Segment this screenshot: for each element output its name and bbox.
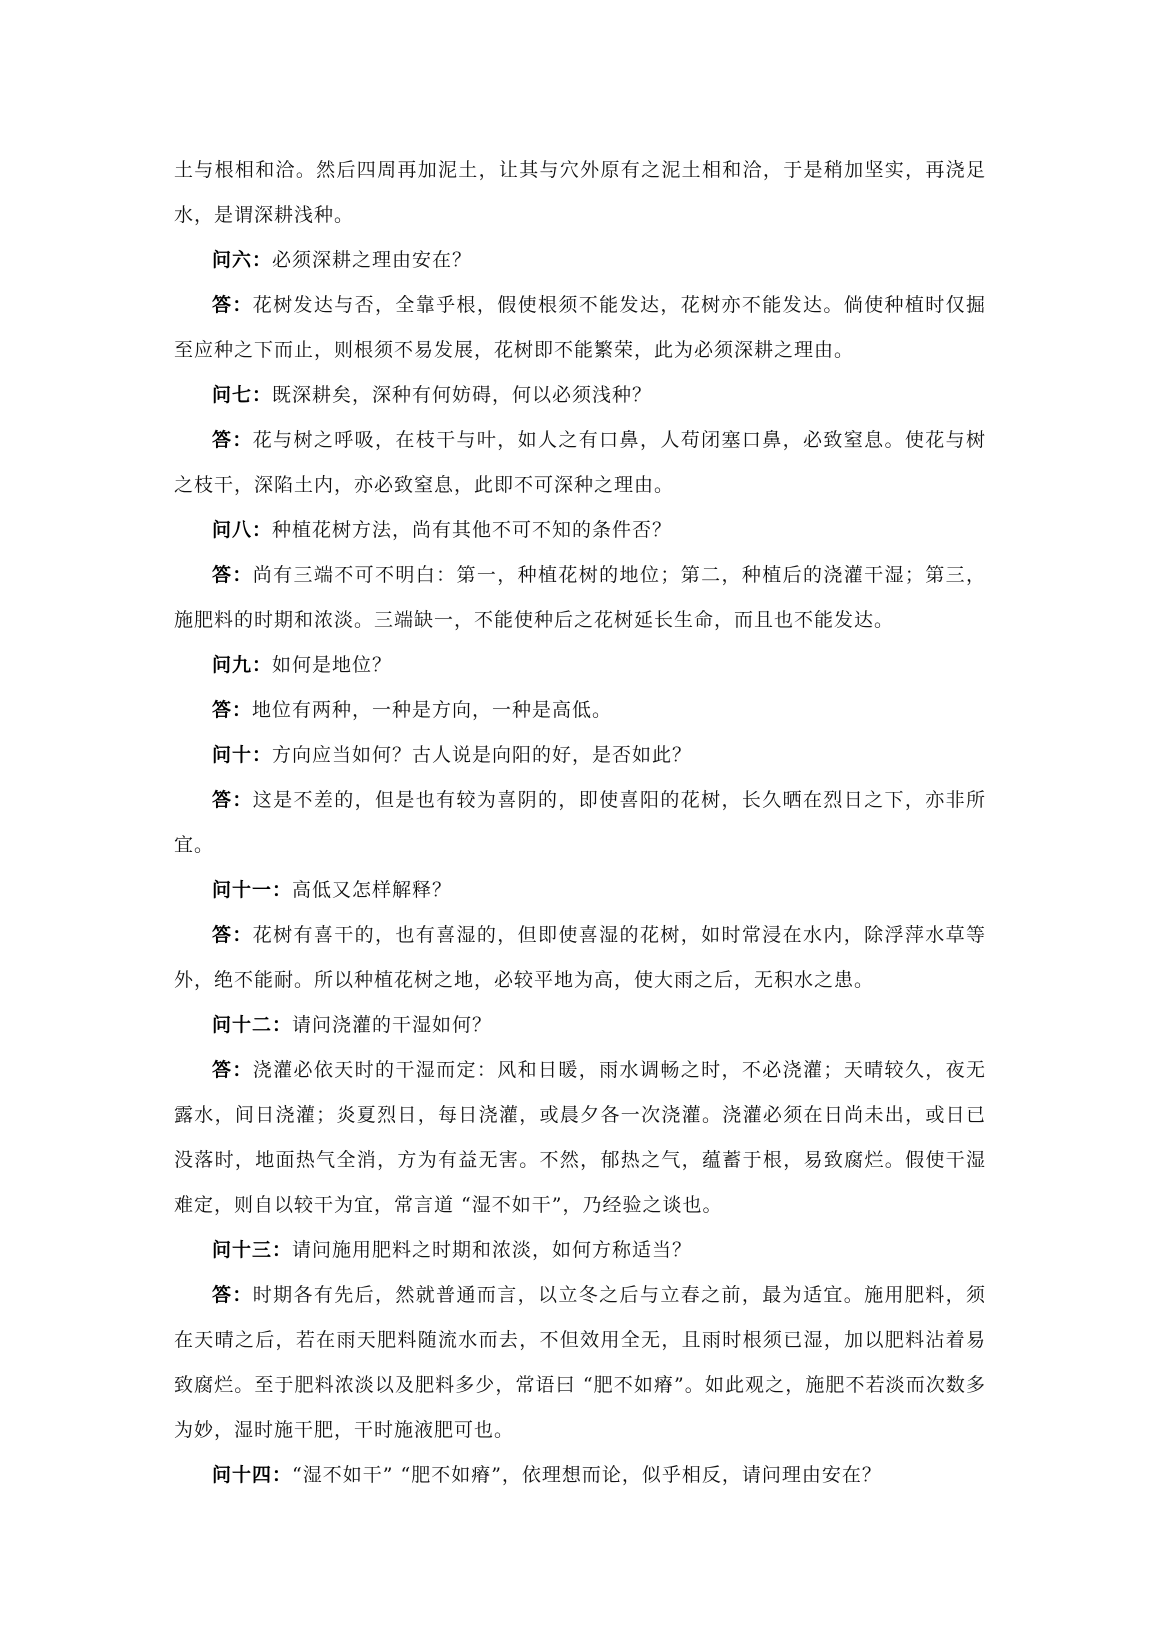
question-label: 问十四：	[212, 1464, 293, 1486]
question-label: 问十：	[212, 744, 273, 766]
question-text: 高低又怎样解释？	[292, 879, 453, 901]
answer-label: 答：	[212, 564, 253, 586]
question-10	[174, 733, 986, 778]
answer-text: 花树有喜干的，也有喜湿的，但即使喜湿的花树，如时常浸在水内，除浮萍水草等外，绝不能耐。所以种植花树之地，必较平地为高，使大雨之后，无积水之患。	[174, 924, 986, 991]
answer-9	[174, 688, 986, 733]
question-text: 请问施用肥料之时期和浓淡，如何方称适当？	[292, 1239, 693, 1261]
paragraph-continuation	[174, 148, 986, 238]
answer-text: 浇灌必依天时的干湿而定：风和日暖，雨水调畅之时，不必浇灌；天晴较久，夜无露水，间日浇灌；炎夏烈日，每日浇灌，或晨夕各一次浇灌。浇灌必须在日尚未出，或日已没落时，地面热气全消，方为有益无害。不然，郁热之气，蕴蓄于根，易致腐烂。假使干湿难定，则自以较干为宜，常言道 “湿不如干”，乃经验之谈也。	[174, 1059, 986, 1216]
text-body	[174, 148, 986, 1498]
question-text: 请问浇灌的干湿如何？	[292, 1014, 493, 1036]
question-label: 问七：	[212, 384, 273, 406]
answer-12	[174, 1048, 986, 1228]
question-14	[174, 1453, 986, 1498]
answer-text: 时期各有先后，然就普通而言，以立冬之后与立春之前，最为适宜。施用肥料，须在天晴之后，若在雨天肥料随流水而去，不但效用全无，且雨时根须已湿，加以肥料沾着易致腐烂。至于肥料浓淡以及肥料多少，常语曰 “肥不如瘠”。如此观之，施肥不若淡而次数多为妙，湿时施干肥，干时施液肥可也。	[174, 1284, 986, 1441]
question-label: 问十二：	[212, 1014, 293, 1036]
answer-text: 花与树之呼吸，在枝干与叶，如人之有口鼻，人苟闭塞口鼻，必致窒息。使花与树之枝干，深陷土内，亦必致窒息，此即不可深种之理由。	[174, 429, 986, 496]
question-13	[174, 1228, 986, 1273]
question-label: 问十三：	[212, 1239, 293, 1261]
answer-text: 尚有三端不可不明白：第一，种植花树的地位；第二，种植后的浇灌干湿；第三，施肥料的时期和浓淡。三端缺一，不能使种后之花树延长生命，而且也不能发达。	[174, 564, 986, 631]
question-text: “湿不如干” “肥不如瘠”，依理想而论，似乎相反，请问理由安在？	[292, 1464, 882, 1486]
question-text: 如何是地位？	[272, 654, 393, 676]
answer-text: 地位有两种，一种是方向，一种是高低。	[252, 699, 613, 721]
question-7	[174, 373, 986, 418]
question-11	[174, 868, 986, 913]
answer-text: 花树发达与否，全靠乎根，假使根须不能发达，花树亦不能发达。倘使种植时仅掘至应种之下而止，则根须不易发展，花树即不能繁荣，此为必须深耕之理由。	[174, 294, 986, 361]
question-label: 问六：	[212, 249, 273, 271]
question-label: 问九：	[212, 654, 273, 676]
answer-label: 答：	[212, 699, 253, 721]
question-label: 问八：	[212, 519, 273, 541]
question-text: 方向应当如何？古人说是向阳的好，是否如此？	[272, 744, 693, 766]
question-text: 既深耕矣，深种有何妨碍，何以必须浅种？	[272, 384, 653, 406]
answer-11	[174, 913, 986, 1003]
answer-label: 答：	[212, 294, 253, 316]
answer-label: 答：	[212, 1059, 253, 1081]
answer-13	[174, 1273, 986, 1453]
answer-8	[174, 553, 986, 643]
answer-text: 这是不差的，但是也有较为喜阴的，即使喜阳的花树，长久晒在烈日之下，亦非所宜。	[174, 789, 986, 856]
question-12	[174, 1003, 986, 1048]
question-text: 必须深耕之理由安在？	[272, 249, 473, 271]
question-6	[174, 238, 986, 283]
paragraph-text: 土与根相和洽。然后四周再加泥土，让其与穴外原有之泥土相和洽，于是稍加坚实，再浇足水，是谓深耕浅种。	[174, 159, 986, 226]
answer-7	[174, 418, 986, 508]
answer-label: 答：	[212, 924, 253, 946]
question-text: 种植花树方法，尚有其他不可不知的条件否？	[272, 519, 673, 541]
question-8	[174, 508, 986, 553]
answer-label: 答：	[212, 1284, 253, 1306]
answer-label: 答：	[212, 789, 253, 811]
answer-6	[174, 283, 986, 373]
answer-label: 答：	[212, 429, 253, 451]
question-label: 问十一：	[212, 879, 293, 901]
answer-10	[174, 778, 986, 868]
question-9	[174, 643, 986, 688]
